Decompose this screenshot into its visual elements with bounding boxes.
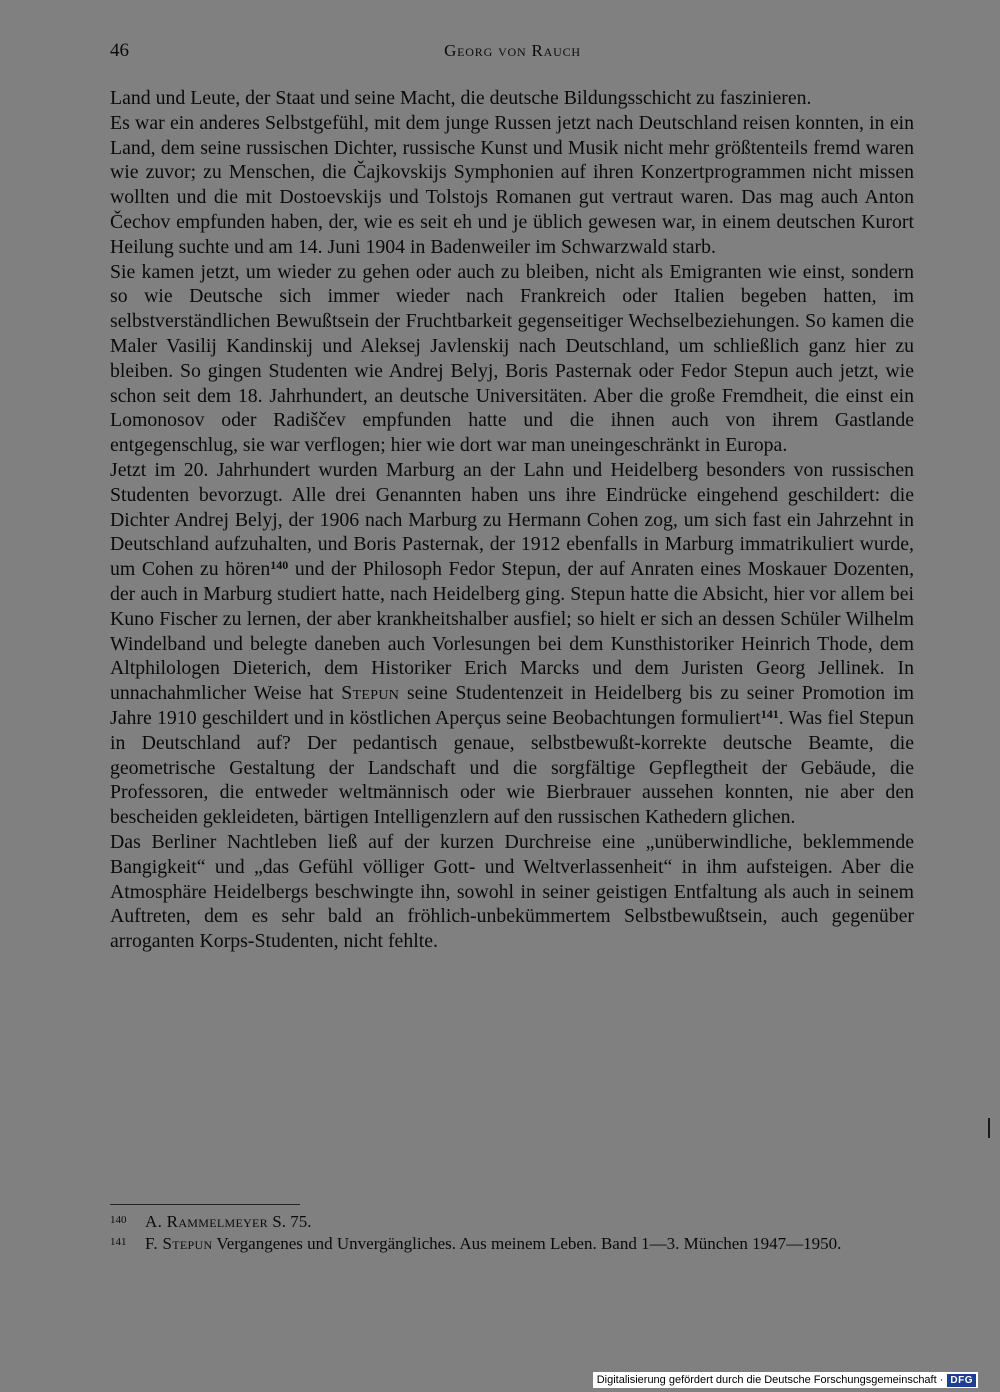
- dfg-logo: DFG: [947, 1374, 976, 1387]
- footnote-text: Vergangenes und Unvergängliches. Aus meinem Leben. Band 1—3. München 1947—1950.: [212, 1234, 842, 1253]
- footnote-author: F. Stepun: [145, 1234, 213, 1253]
- footnotes: [110, 1210, 914, 1254]
- footnote: [110, 1232, 914, 1254]
- body-text: [110, 86, 914, 954]
- footnote-reference[interactable]: 141: [760, 706, 779, 721]
- running-title: Georg von Rauch: [444, 41, 581, 60]
- paragraph: Sie kamen jetzt, um wieder zu gehen oder auch zu bleiben, nicht als Emigranten wie einst, sondern so wie Deutsche sich immer wieder nach Frankreich oder Italien begeben hatten, im selbstverständlichen Bewußtsein der Fruchtbarkeit gegenseitiger Wechselbeziehungen. So kamen die Maler Vasilij Kandinskij und Aleksej Javlenskij nach Deutschland, um schließlich ganz hier zu bleiben. So gingen Studenten wie Andrej Belyj, Boris Pasternak oder Fedor Stepun auch jetzt, wie schon seit dem 18. Jahrhundert, an deutsche Universitäten. Aber die große Fremdheit, die einst ein Lomonosov oder Radiščev empfunden hatte und die ihnen auch von ihrem Gastlande entgegenschlug, sie war verflogen; hier wie dort war man uneingeschränkt in Europa.: [110, 260, 914, 457]
- footnote-text: S. 75.: [267, 1212, 312, 1231]
- text-run: . Was fiel Stepun in Deutschland auf? Der pedantisch genaue, selbstbewußt-korrekte deutsche Beamte, die geometrische Gestaltung der Landschaft und die sorgfältige Gepflegtheit der Gebäude, die Professoren, die entweder weltmännisch oder wie Bierbrauer aussehen konnten, nie aber den bescheiden gekleideten, bärtigen Intelligenzlern auf den russischen Kathedern glichen.: [110, 706, 914, 829]
- running-head: [110, 40, 915, 70]
- text-run: und der Philosoph Fedor Stepun, der auf Anraten eines Moskauer Dozenten, der auch in Marburg studiert hatte, nach Heidelberg ging. Stepun hatte die Absicht, hier vor allem bei Kuno Fischer zu lernen, der aber krankheitshalber ausfiel; so hielt er sich an dessen Schüler Wilhelm Windelband und belegte daneben auch Vorlesungen bei dem Kunsthistoriker Heinrich Thode, dem Altphilologen Dieterich, dem Historiker Erich Marcks und dem Juristen Georg Jellinek. In unnachahmlicher Weise hat: [110, 558, 915, 705]
- footnote-number: 140: [110, 1214, 127, 1226]
- footnote: [110, 1210, 914, 1232]
- footnote-reference[interactable]: 140: [270, 558, 289, 573]
- page-number: 46: [110, 40, 129, 61]
- paragraph: Das Berliner Nachtleben ließ auf der kurzen Durchreise eine „unüberwindliche, beklemmende Bangigkeit“ und „das Gefühl völliger Gott- und Weltverlassenheit“ in ihm aufsteigen. Aber die Atmosphäre Heidelbergs beschwingte ihn, sowohl in seiner geistigen Entfaltung als auch in seinem Auftreten, dem es sehr bald an fröhlich-unbekümmertem Selbstbewußtsein, auch gegenüber arroganten Korps-Studenten, nicht fehlte.: [110, 830, 914, 953]
- digitization-credit: [593, 1372, 978, 1388]
- text-run: Jetzt im 20. Jahrhundert wurden Marburg an der Lahn und Heidelberg besonders von russischen Studenten bevorzugt. Alle drei Genannten haben uns ihre Eindrücke eingehend geschildert: die Dichter Andrej Belyj, der 1906 nach Marburg zu Hermann Cohen zog, um sich fast ein Jahrzehnt in Deutschland aufzuhalten, und Boris Pasternak, der 1912 ebenfalls in Marburg immatrikuliert wurde, um Cohen zu hören: [110, 458, 914, 581]
- author-name: Stepun: [341, 682, 400, 705]
- paragraph: Land und Leute, der Staat und seine Macht, die deutsche Bildungsschicht zu faszinieren.: [110, 87, 812, 109]
- text-run: seine Studentenzeit in Heidelberg bis zu seiner Promotion im Jahre 1910 geschildert und in köstlichen Aperçus seine Beobachtungen formuliert: [110, 682, 914, 729]
- footnote-author: A. Rammelmeyer: [145, 1212, 268, 1231]
- credit-text: Digitalisierung gefördert durch die Deutsche Forschungsgemeinschaft ·: [596, 1374, 944, 1386]
- margin-mark: [988, 1118, 990, 1138]
- footnote-number: 141: [110, 1236, 127, 1248]
- paragraph: Es war ein anderes Selbstgefühl, mit dem junge Russen jetzt nach Deutschland reisen konnten, in ein Land, dem seine russischen Dichter, russische Kunst und Musik nicht mehr größtenteils fremd waren wie zuvor; zu Menschen, die Čajkovskijs Symphonien auf ihren Konzertprogrammen nicht missen wollten und die mit Dostoevskijs und Tolstojs Romanen gut vertraut waren. Das mag auch Anton Čechov empfunden haben, der, wie es seit eh und je üblich gewesen war, in einem deutschen Kurort Heilung suchte und am 14. Juni 1904 in Badenweiler im Schwarzwald starb.: [110, 111, 914, 258]
- footnote-divider: [110, 1204, 300, 1205]
- paragraph: [110, 458, 914, 830]
